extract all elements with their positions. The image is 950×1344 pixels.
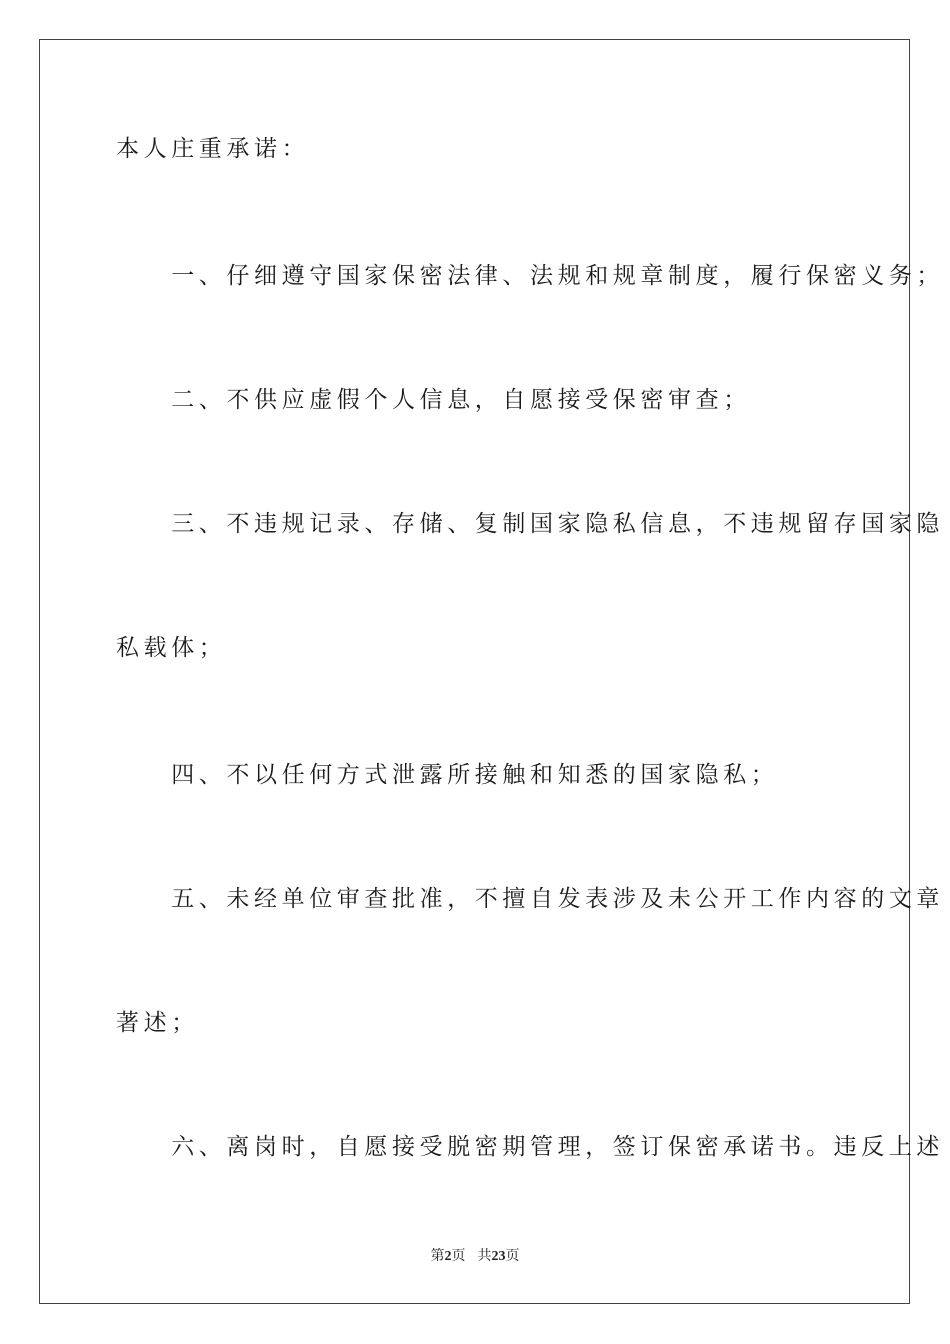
total-suffix: 页 — [505, 1248, 520, 1264]
text-line: 本人庄重承诺： — [116, 136, 310, 162]
total-prefix: 共 — [477, 1248, 492, 1264]
text-line: 私载体； — [116, 635, 227, 661]
text-line: 著述； — [116, 1010, 199, 1036]
text-line: 一、仔细遵守国家保密法律、法规和规章制度，履行保密义务； — [116, 263, 944, 289]
page-number: 2 — [444, 1249, 452, 1264]
text-line: 六、离岗时，自愿接受脱密期管理，签订保密承诺书。违反上述 — [116, 1134, 944, 1160]
text-line: 五、未经单位审查批准，不擅自发表涉及未公开工作内容的文章 — [116, 886, 944, 912]
page-border — [39, 39, 910, 1304]
text-line: 三、不违规记录、存储、复制国家隐私信息，不违规留存国家隐 — [116, 511, 944, 537]
text-line: 二、不供应虚假个人信息，自愿接受保密审查； — [116, 387, 751, 413]
page-prefix: 第 — [430, 1248, 445, 1264]
page-footer — [0, 1247, 950, 1266]
text-line: 四、不以任何方式泄露所接触和知悉的国家隐私； — [116, 762, 779, 788]
page-suffix: 页 — [451, 1248, 466, 1264]
total-pages: 23 — [491, 1249, 506, 1264]
